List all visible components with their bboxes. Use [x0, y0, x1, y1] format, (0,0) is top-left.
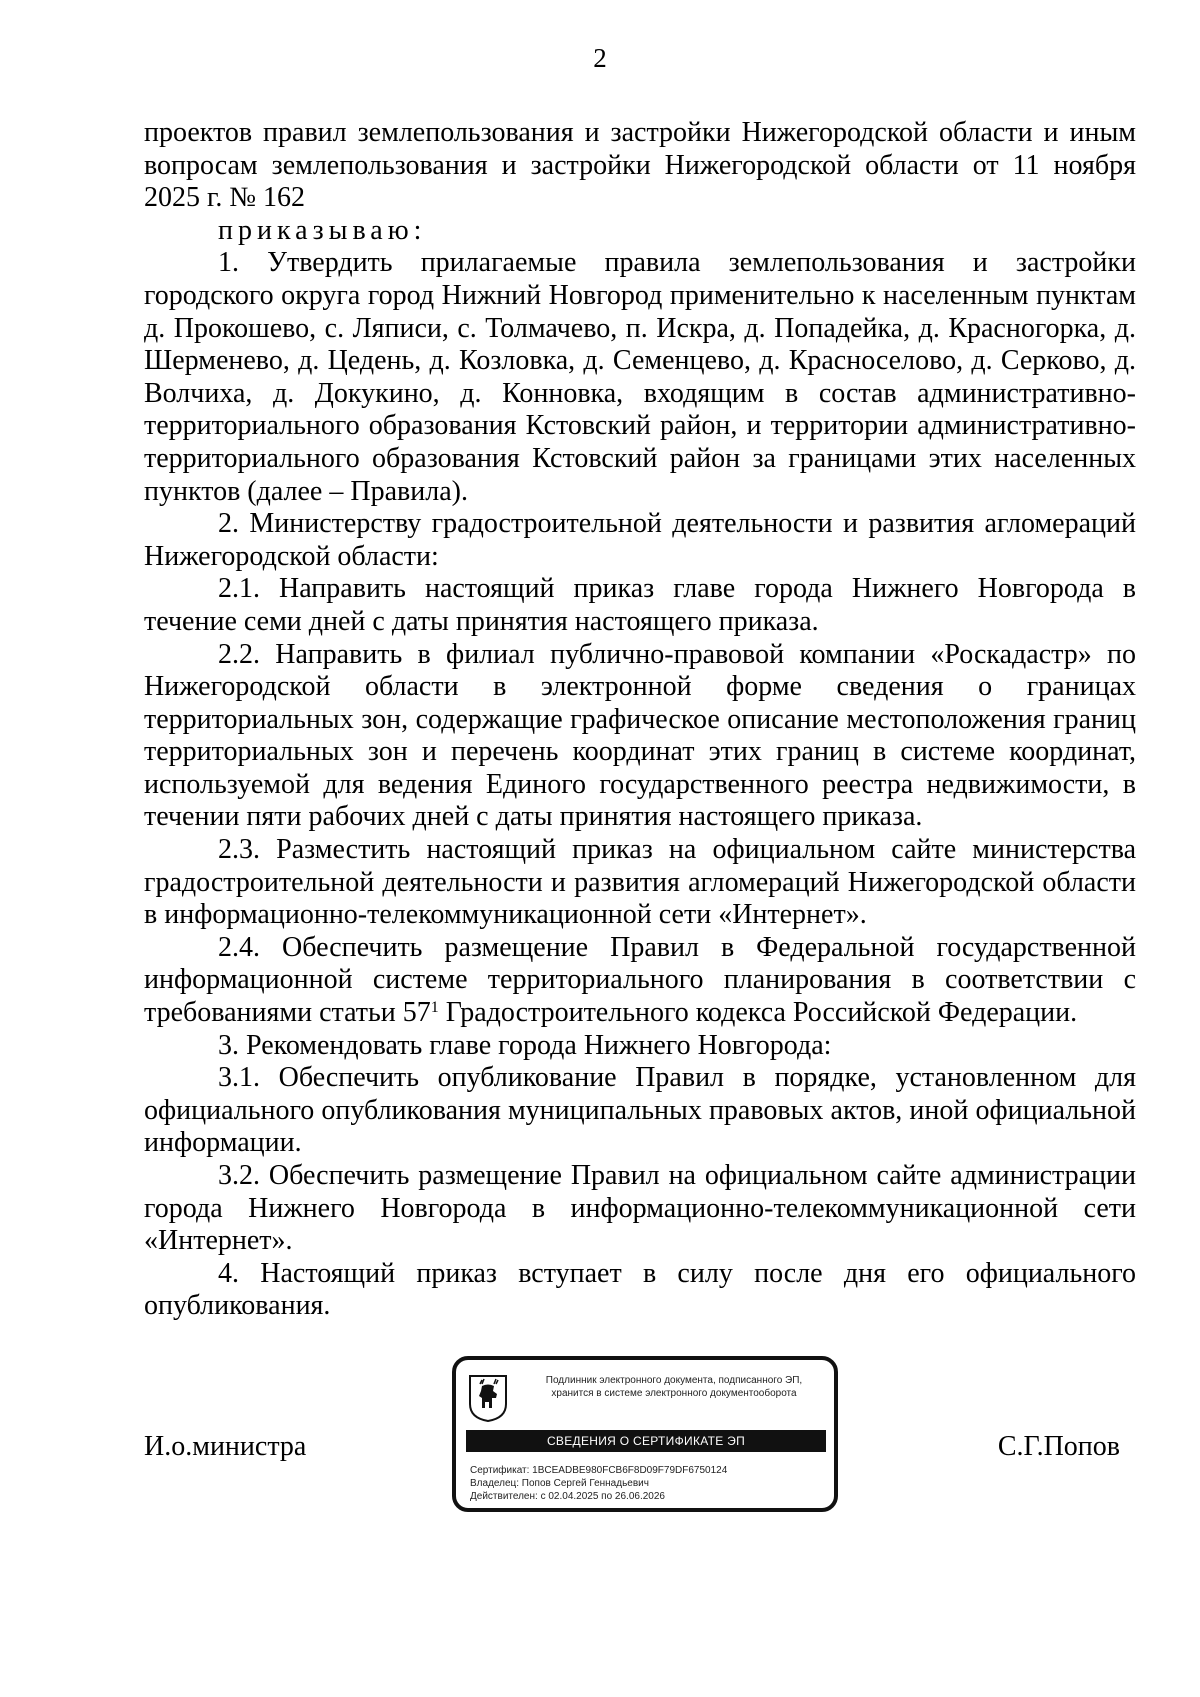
paragraph-2-4-text: 2.4. Обеспечить размещение Правил в Федеральной государственной информационной системе территориального планирования в соответствии с требованиями статьи 57 [144, 931, 1136, 1029]
paragraph-continuation: проектов правил землепользования и застройки Нижегородской области и иным вопросам землепользования и застройки Нижегородской области от 11 ноября 2025 г. № 162 [144, 117, 1136, 214]
stamp-header [518, 1374, 830, 1400]
paragraph-4: 4. Настоящий приказ вступает в силу после дня его официального опубликования. [144, 1257, 1136, 1322]
paragraph-1: 1. Утвердить прилагаемые правила землепользования и застройки городского округа город Нижний Новгород применительно к населенным пунктам д. Прокошево, с. Ляписи, с. Толмачево, п. Искра, д. Попадейка, д. Красногорка, д. Шерменево, д. Цедень, д. Козловка, д. Семенцево, д. Красноселово, д. Серково, д. Волчиха, д. Докукино, д. Конновка, входящим в состав административно-территориального образования Кстовский район, и территории административно-территориального образования Кстовский район за границами этих населенных пунктов (далее – Правила). [144, 247, 1136, 507]
paragraph-2-4-tail: Градостроительного кодекса Российской Федерации. [438, 997, 1078, 1029]
document-body [144, 117, 1136, 1323]
electronic-signature-stamp [452, 1356, 838, 1512]
stamp-certificate: Сертификат: 1BCEADBE980FCB6F8D09F79DF6750124 [470, 1465, 728, 1476]
paragraph-2-2: 2.2. Направить в филиал публично-правовой компании «Роскадастр» по Нижегородской области в электронной форме сведения о границах территориальных зон, содержащие графическое описание местоположения границ территориальных зон и перечень координат этих границ в системе координат, используемой для ведения Единого государственного реестра недвижимости, в течении пяти рабочих дней с даты принятия настоящего приказа. [144, 638, 1136, 833]
stamp-title-bar: СВЕДЕНИЯ О СЕРТИФИКАТЕ ЭП [466, 1430, 826, 1452]
paragraph-3: 3. Рекомендовать главе города Нижнего Новгорода: [218, 1029, 832, 1061]
stamp-header-line-1: Подлинник электронного документа, подписанного ЭП, [545, 1375, 803, 1386]
paragraph-3-1: 3.1. Обеспечить опубликование Правил в порядке, установленном для официального опубликования муниципальных правовых актов, иной официальной информации. [144, 1062, 1136, 1159]
stamp-details [470, 1464, 727, 1503]
stamp-header-line-2: хранится в системе электронного документооборота [551, 1388, 797, 1399]
superscript-mark: 1 [430, 999, 439, 1017]
paragraph-2-3: 2.3. Разместить настоящий приказ на официальном сайте министерства градостроительной деятельности и развития агломераций Нижегородской области в информационно-телекоммуникационной сети «Интернет». [144, 834, 1136, 931]
signatory-name: С.Г.Попов [997, 1431, 1120, 1462]
paragraph-2: 2. Министерству градостроительной деятельности и развития агломераций Нижегородской области: [144, 508, 1136, 572]
paragraph-2-4 [144, 932, 1136, 1030]
page-number: 2 [593, 43, 607, 73]
paragraph-3-2: 3.2. Обеспечить размещение Правил на официальном сайте администрации города Нижнего Новгорода в информационно-телекоммуникационной сети «Интернет». [144, 1160, 1136, 1257]
deer-emblem-icon [468, 1374, 508, 1422]
stamp-owner: Владелец: Попов Сергей Геннадьевич [470, 1478, 649, 1489]
order-word: приказываю: [218, 214, 427, 246]
paragraph-2-1: 2.1. Направить настоящий приказ главе города Нижнего Новгорода в течение семи дней с даты принятия настоящего приказа. [144, 573, 1136, 637]
signatory-position: И.о.министра [144, 1431, 307, 1462]
stamp-validity: Действителен: с 02.04.2025 по 26.06.2026 [470, 1491, 665, 1502]
